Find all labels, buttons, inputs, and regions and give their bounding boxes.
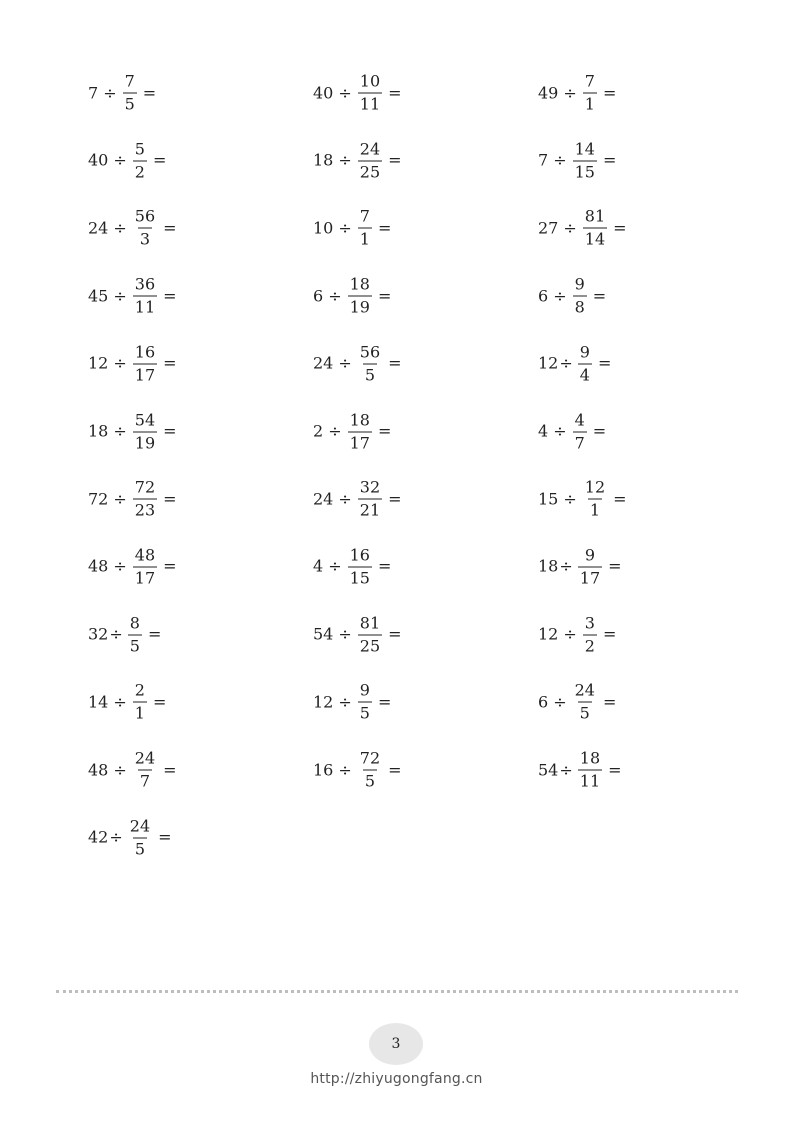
fraction-divisor (123, 71, 137, 114)
dividend: 32 (88, 624, 109, 644)
dividend: 27 (538, 218, 559, 238)
fraction-divisor (573, 412, 587, 451)
division-problem (88, 547, 177, 586)
division-problem (313, 274, 392, 317)
equals-sign: = (597, 353, 612, 373)
equals-sign: = (163, 556, 177, 576)
divide-sign: ÷ (328, 286, 342, 306)
denominator: 1 (589, 500, 601, 520)
dividend: 4 (313, 556, 324, 576)
numerator: 5 (134, 139, 145, 159)
divide-sign: ÷ (113, 556, 127, 576)
fraction-divisor (133, 274, 157, 317)
divide-sign: ÷ (553, 286, 567, 306)
dividend: 7 (538, 150, 549, 170)
numerator: 24 (574, 680, 595, 700)
fraction-divisor (358, 680, 372, 723)
denominator: 25 (359, 636, 381, 656)
dividend: 49 (538, 83, 559, 102)
divide-sign: ÷ (113, 760, 127, 779)
divide-sign: ÷ (559, 556, 573, 576)
dividend: 45 (88, 286, 109, 306)
numerator: 72 (359, 748, 381, 768)
divide-sign: ÷ (559, 353, 573, 373)
numerator: 8 (129, 613, 140, 633)
equals-sign: = (152, 150, 167, 170)
denominator: 5 (124, 94, 135, 114)
dividend: 14 (88, 692, 109, 712)
equals-sign: = (608, 556, 622, 576)
divide-sign: ÷ (113, 692, 127, 712)
division-problem (313, 748, 402, 791)
denominator: 5 (579, 703, 590, 723)
equals-sign: = (163, 489, 177, 509)
equals-sign: = (388, 353, 402, 373)
division-problem (88, 206, 177, 249)
dividend: 12 (538, 624, 559, 644)
fraction-divisor (583, 206, 607, 249)
denominator: 23 (134, 500, 156, 520)
dividend: 40 (313, 83, 334, 102)
numerator: 81 (359, 613, 381, 633)
equals-sign: = (152, 692, 167, 712)
dividend: 2 (313, 421, 324, 441)
site-url: http://zhiyugongfang.cn (310, 1071, 483, 1087)
numerator: 16 (349, 545, 370, 565)
division-problem (88, 615, 161, 654)
dividend: 12 (88, 353, 109, 373)
divide-sign: ÷ (109, 624, 123, 644)
division-problem (538, 344, 611, 383)
fraction-divisor (128, 615, 142, 654)
denominator: 17 (134, 365, 156, 385)
fraction-divisor (583, 615, 597, 654)
dividend: 12 (313, 692, 334, 712)
numerator: 2 (134, 680, 145, 700)
dividend: 12 (538, 353, 559, 373)
denominator: 5 (359, 703, 370, 723)
division-problem (538, 547, 622, 586)
denominator: 1 (134, 703, 145, 723)
fraction-divisor (358, 615, 382, 654)
fraction-divisor (133, 748, 157, 791)
denominator: 1 (359, 229, 370, 249)
denominator: 5 (364, 365, 376, 385)
fraction-divisor (573, 274, 587, 317)
denominator: 1 (584, 94, 595, 114)
fraction-divisor (133, 141, 147, 180)
division-problem (88, 748, 177, 791)
numerator: 3 (584, 613, 595, 633)
division-problem (313, 615, 402, 654)
numerator: 16 (134, 342, 156, 362)
dividend: 42 (88, 827, 109, 847)
dividend: 54 (538, 760, 559, 779)
equals-sign: = (613, 218, 627, 238)
fraction-divisor (133, 206, 157, 249)
fraction-divisor (348, 274, 372, 317)
numerator: 18 (349, 274, 370, 294)
dotted-divider (56, 990, 738, 993)
division-problem (538, 141, 616, 180)
denominator: 19 (349, 297, 370, 317)
fraction-divisor (573, 141, 597, 180)
equals-sign: = (602, 624, 617, 644)
divide-sign: ÷ (553, 150, 567, 170)
fraction-divisor (358, 141, 382, 180)
numerator: 9 (574, 274, 585, 294)
equals-sign: = (377, 421, 392, 441)
numerator: 18 (579, 748, 601, 768)
fraction-divisor (358, 344, 382, 383)
numerator: 81 (584, 206, 606, 226)
division-problem (313, 206, 392, 249)
denominator: 11 (579, 771, 601, 791)
equals-sign: = (377, 218, 392, 238)
dividend: 18 (538, 556, 559, 576)
equals-sign: = (163, 421, 177, 441)
divide-sign: ÷ (338, 150, 352, 170)
dividend: 15 (538, 489, 559, 509)
division-problem (538, 206, 627, 249)
equals-sign: = (602, 83, 617, 102)
denominator: 25 (359, 162, 381, 182)
denominator: 17 (134, 568, 156, 588)
equals-sign: = (388, 83, 402, 102)
fraction-divisor (348, 412, 372, 451)
dividend: 7 (88, 83, 99, 102)
denominator: 11 (134, 297, 156, 317)
divide-sign: ÷ (338, 692, 352, 712)
numerator: 36 (134, 274, 156, 294)
divide-sign: ÷ (328, 556, 342, 576)
divide-sign: ÷ (109, 827, 123, 847)
equals-sign: = (147, 624, 162, 644)
numerator: 24 (129, 816, 151, 836)
numerator: 9 (584, 545, 596, 565)
equals-sign: = (388, 489, 402, 509)
equals-sign: = (388, 150, 402, 170)
equals-sign: = (377, 692, 392, 712)
dividend: 72 (88, 489, 109, 509)
division-problem (538, 412, 606, 451)
division-problem (88, 680, 167, 723)
fraction-divisor (578, 344, 592, 383)
divide-sign: ÷ (559, 760, 573, 779)
dividend: 4 (538, 421, 549, 441)
numerator: 7 (359, 206, 370, 226)
numerator: 72 (134, 477, 156, 497)
divide-sign: ÷ (338, 353, 352, 373)
equals-sign: = (592, 421, 607, 441)
dividend: 18 (313, 150, 334, 170)
denominator: 15 (574, 162, 595, 182)
denominator: 8 (574, 297, 585, 317)
division-problem (313, 71, 402, 114)
equals-sign: = (602, 150, 617, 170)
equals-sign: = (158, 827, 172, 847)
division-problem (88, 412, 177, 451)
dividend: 16 (313, 760, 334, 779)
divide-sign: ÷ (553, 692, 567, 712)
denominator: 4 (579, 365, 590, 385)
numerator: 54 (134, 410, 156, 429)
division-problem (538, 274, 607, 317)
fraction-divisor (133, 412, 157, 451)
division-problem (538, 680, 617, 723)
dividend: 24 (313, 353, 334, 373)
division-problem (88, 71, 157, 114)
equals-sign: = (163, 760, 177, 779)
denominator: 17 (579, 568, 601, 588)
equals-sign: = (613, 489, 627, 509)
equals-sign: = (163, 353, 177, 373)
numerator: 4 (574, 410, 585, 429)
fraction-divisor (358, 477, 382, 520)
dividend: 6 (538, 286, 549, 306)
numerator: 14 (574, 139, 595, 159)
division-problem (88, 477, 177, 520)
division-problem (538, 615, 616, 654)
denominator: 3 (139, 229, 151, 249)
divide-sign: ÷ (113, 353, 127, 373)
divide-sign: ÷ (563, 218, 577, 238)
division-problem (313, 344, 402, 383)
dividend: 48 (88, 556, 109, 576)
numerator: 48 (134, 545, 156, 565)
divide-sign: ÷ (563, 83, 577, 102)
numerator: 12 (584, 477, 606, 497)
fraction-divisor (358, 71, 382, 114)
page-number: 3 (391, 1036, 401, 1052)
denominator: 5 (129, 636, 140, 656)
denominator: 5 (364, 771, 376, 791)
divide-sign: ÷ (338, 83, 352, 102)
numerator: 56 (359, 342, 381, 362)
numerator: 9 (579, 342, 590, 362)
divide-sign: ÷ (338, 218, 352, 238)
divide-sign: ÷ (553, 421, 567, 441)
dividend: 6 (538, 692, 549, 712)
equals-sign: = (388, 624, 402, 644)
division-problem (88, 141, 166, 180)
divide-sign: ÷ (113, 150, 127, 170)
divide-sign: ÷ (113, 218, 127, 238)
denominator: 11 (359, 94, 381, 114)
fraction-divisor (578, 547, 602, 586)
divide-sign: ÷ (338, 489, 352, 509)
divide-sign: ÷ (338, 760, 352, 779)
division-problem (88, 344, 177, 383)
equals-sign: = (163, 286, 177, 306)
dividend: 24 (88, 218, 109, 238)
denominator: 2 (584, 636, 595, 656)
division-problem (538, 71, 617, 114)
fraction-divisor (348, 547, 372, 586)
dividend: 54 (313, 624, 334, 644)
equals-sign: = (377, 556, 392, 576)
fraction-divisor (583, 477, 607, 520)
divide-sign: ÷ (328, 421, 342, 441)
denominator: 14 (584, 229, 606, 249)
numerator: 7 (584, 71, 595, 91)
numerator: 24 (359, 139, 381, 159)
denominator: 5 (134, 839, 146, 859)
numerator: 10 (359, 71, 381, 91)
division-problem (538, 748, 622, 791)
page-number-badge (369, 1023, 423, 1065)
dividend: 10 (313, 218, 334, 238)
divide-sign: ÷ (113, 286, 127, 306)
division-problem (88, 818, 172, 857)
fraction-divisor (133, 680, 147, 723)
fraction-divisor (358, 206, 372, 249)
dividend: 48 (88, 760, 109, 779)
division-problem (313, 412, 391, 451)
dividend: 24 (313, 489, 334, 509)
fraction-divisor (573, 680, 597, 723)
division-problem (313, 477, 402, 520)
equals-sign: = (388, 760, 402, 779)
divide-sign: ÷ (563, 489, 577, 509)
fraction-divisor (133, 344, 157, 383)
dividend: 18 (88, 421, 109, 441)
denominator: 17 (349, 433, 370, 452)
divide-sign: ÷ (113, 421, 127, 441)
denominator: 15 (349, 568, 370, 588)
denominator: 21 (359, 500, 381, 520)
equals-sign: = (592, 286, 607, 306)
numerator: 32 (359, 477, 381, 497)
dividend: 40 (88, 150, 109, 170)
denominator: 7 (574, 433, 585, 452)
division-problem (313, 547, 391, 586)
division-problem (88, 274, 177, 317)
dividend: 6 (313, 286, 324, 306)
equals-sign: = (377, 286, 392, 306)
equals-sign: = (602, 692, 617, 712)
fraction-divisor (578, 748, 602, 791)
divide-sign: ÷ (338, 624, 352, 644)
numerator: 56 (134, 206, 156, 226)
numerator: 24 (134, 748, 156, 768)
numerator: 18 (349, 410, 370, 429)
equals-sign: = (142, 83, 157, 102)
numerator: 7 (124, 71, 135, 91)
divide-sign: ÷ (113, 489, 127, 509)
denominator: 19 (134, 433, 156, 452)
fraction-divisor (133, 547, 157, 586)
equals-sign: = (608, 760, 622, 779)
fraction-divisor (358, 748, 382, 791)
numerator: 9 (359, 680, 370, 700)
denominator: 7 (139, 771, 151, 791)
denominator: 2 (134, 162, 145, 182)
equals-sign: = (163, 218, 177, 238)
fraction-divisor (128, 818, 152, 857)
fraction-divisor (133, 477, 157, 520)
divide-sign: ÷ (103, 83, 117, 102)
division-problem (313, 141, 402, 180)
division-problem (538, 477, 627, 520)
fraction-divisor (583, 71, 597, 114)
divide-sign: ÷ (563, 624, 577, 644)
division-problem (313, 680, 392, 723)
